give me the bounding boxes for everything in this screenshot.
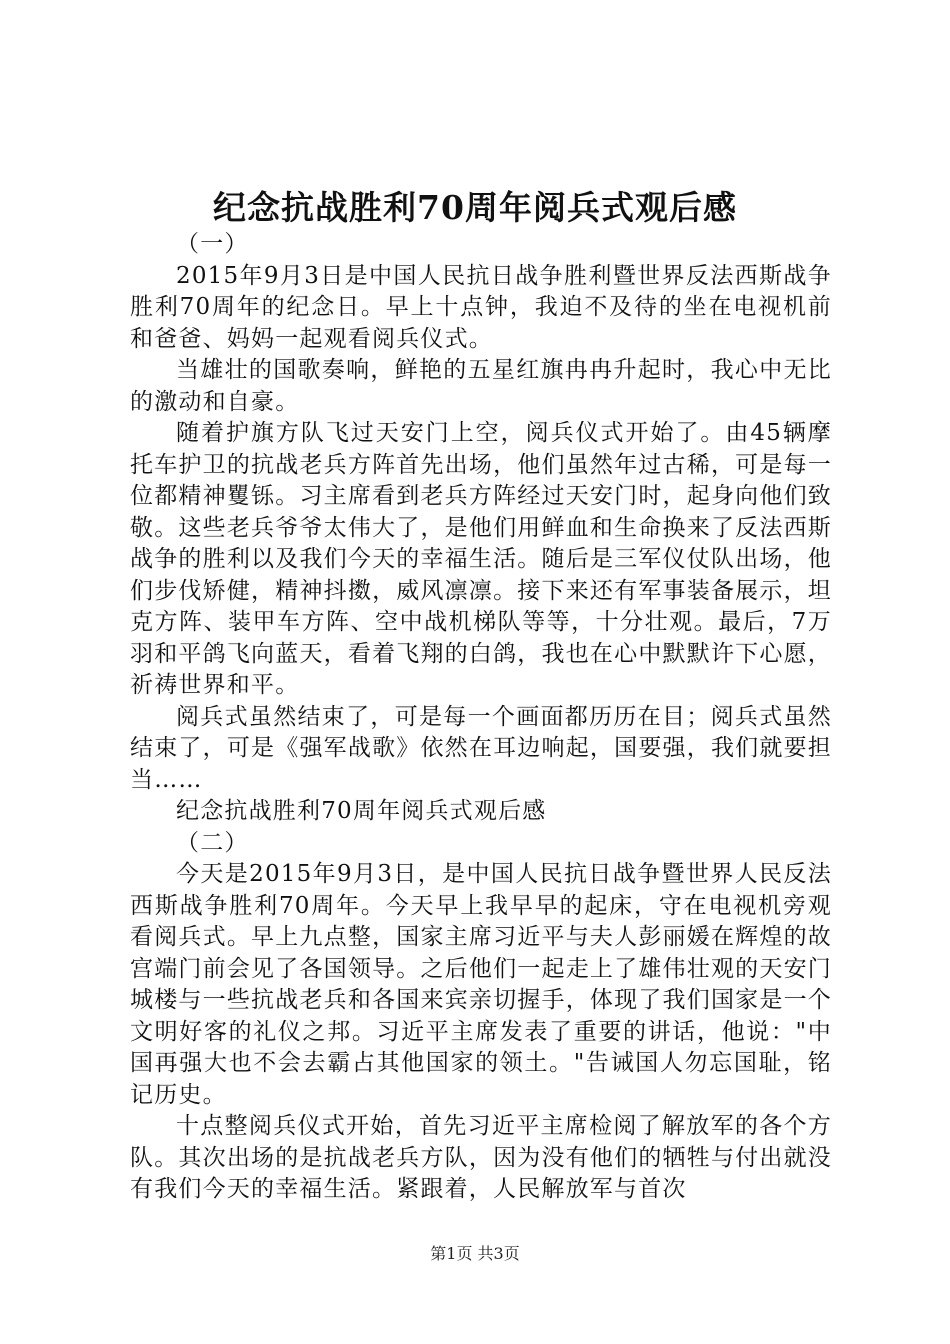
document-body bbox=[130, 229, 832, 1206]
document-title: 纪念抗战胜利70周年阅兵式观后感 bbox=[213, 188, 737, 227]
paragraph: 阅兵式虽然结束了，可是每一个画面都历历在目；阅兵式虽然结束了，可是《强军战歌》依然在耳边响起，国要强，我们就要担当…… bbox=[130, 703, 832, 793]
section-label-one: （一） bbox=[176, 231, 249, 257]
paragraph: 十点整阅兵仪式开始，首先习近平主席检阅了解放军的各个方队。其次出场的是抗战老兵方队，因为没有他们的牺牲与付出就没有我们今天的幸福生活。紧跟着，人民解放军与首次 bbox=[130, 1113, 832, 1202]
paragraph: 2015年9月3日是中国人民抗日战争胜利暨世界反法西斯战争胜利70周年的纪念日。早上十点钟，我迫不及待的坐在电视机前和爸爸、妈妈一起观看阅兵仪式。 bbox=[130, 262, 832, 352]
section-label-two: （二） bbox=[176, 829, 249, 856]
page-number-footer: 第1页 共3页 bbox=[430, 1244, 520, 1263]
paragraph: 今天是2015年9月3日，是中国人民抗日战争暨世界人民反法西斯战争胜利70周年。今天早上我早早的起床，守在电视机旁观看阅兵式。早上九点整，国家主席习近平与夫人彭丽媛在辉煌的故宫端门前会见了各国领导。之后他们一起走上了雄伟壮观的天安门城楼与一些抗战老兵和各国来宾亲切握手，体现了我们国家是一个文明好客的礼仪之邦。习近平主席发表了重要的讲话，他说："中国再强大也不会去霸占其他国家的领土。"告诫国人勿忘国耻，铭记历史。 bbox=[130, 861, 832, 1108]
repeated-title-line: 纪念抗战胜利70周年阅兵式观后感 bbox=[176, 798, 547, 824]
paragraph: 当雄壮的国歌奏响，鲜艳的五星红旗冉冉升起时，我心中无比的激动和自豪。 bbox=[130, 357, 832, 415]
paragraph: 随着护旗方队飞过天安门上空，阅兵仪式开始了。由45辆摩托车护卫的抗战老兵方阵首先出场，他们虽然年过古稀，可是每一位都精神矍铄。习主席看到老兵方阵经过天安门时，起身向他们致敬。这些老兵爷爷太伟大了，是他们用鲜血和生命换来了反法西斯战争的胜利以及我们今天的幸福生活。随后是三军仪仗队出场，他们步伐矫健，精神抖擞，威风凛凛。接下来还有军事装备展示，坦克方阵、装甲车方阵、空中战机梯队等等，十分壮观。最后，7万羽和平鸽飞向蓝天，看着飞翔的白鸽，我也在心中默默许下心愿，祈祷世界和平。 bbox=[130, 420, 832, 698]
